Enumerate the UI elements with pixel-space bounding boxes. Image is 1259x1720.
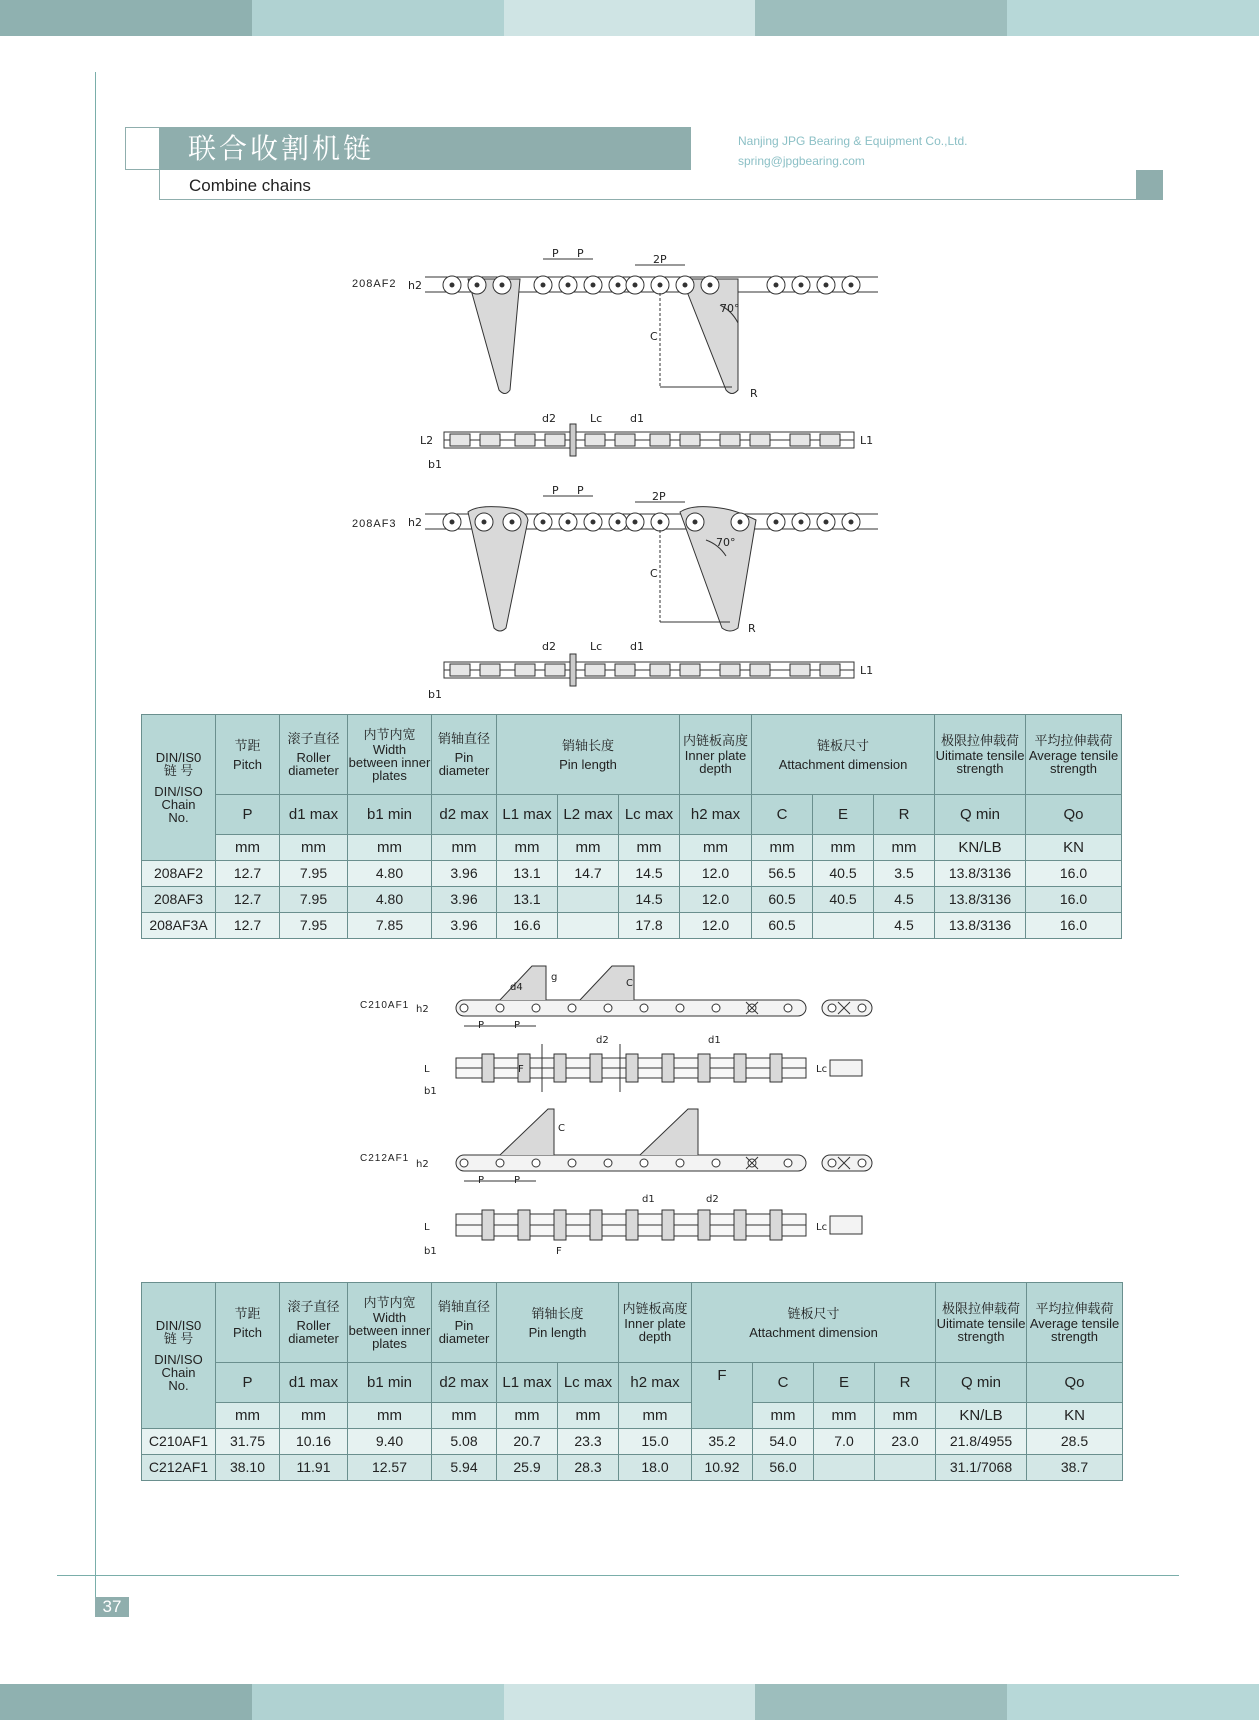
unit-cell: mm — [497, 835, 558, 861]
top-color-bar — [0, 0, 1259, 36]
col-header: 节距 Pitch — [216, 715, 280, 795]
table-row: C212AF1 38.10 11.91 12.57 5.94 25.9 28.3 18.0 10.92 56.0 31.1/7068 38.7 — [142, 1455, 1123, 1481]
dim-label: d2 — [706, 1194, 719, 1205]
subtitle-accent — [1136, 170, 1163, 200]
symbol-cell: R — [875, 1363, 936, 1403]
col-header: 链板尺寸 Attachment dimension — [752, 715, 935, 795]
dim-label: h2 — [416, 1004, 429, 1015]
dim-label: d2 — [542, 640, 556, 653]
symbol-cell: L1 max — [497, 1363, 558, 1403]
dim-label: Lc — [590, 412, 603, 425]
unit-cell: mm — [619, 835, 680, 861]
col-header: 销轴直径 Pin diameter — [432, 1283, 497, 1363]
col-header: 极限拉伸载荷 Uitimate tensile strength — [935, 715, 1026, 795]
dim-label: R — [750, 387, 758, 400]
dim-label: Lc — [590, 640, 603, 653]
dim-label: C — [650, 330, 658, 343]
symbol-cell: F — [692, 1363, 753, 1429]
unit-cell: KN — [1027, 1403, 1123, 1429]
chain-drawing-208af3-top — [420, 640, 890, 700]
chain-drawing-208af2-top — [420, 410, 890, 470]
unit-cell: mm — [558, 1403, 619, 1429]
dim-label: d1 — [630, 640, 644, 653]
unit-cell: mm — [813, 835, 874, 861]
footer-rule — [57, 1575, 1179, 1576]
dim-label: L1 — [860, 434, 874, 447]
table-row: 208AF3A 12.7 7.95 7.85 3.96 16.6 17.8 12.0 60.5 4.5 13.8/3136 16.0 — [142, 913, 1122, 939]
col-header: 链板尺寸 Attachment dimension — [692, 1283, 936, 1363]
symbol-cell: h2 max — [680, 795, 752, 835]
company-email: spring@jpgbearing.com — [738, 154, 865, 168]
col-header: 销轴长度 Pin length — [497, 1283, 619, 1363]
unit-cell: mm — [348, 835, 432, 861]
spec-table-c2xxaf1 — [141, 1282, 1123, 1481]
dim-label: P — [577, 247, 584, 260]
symbol-cell: Qo — [1027, 1363, 1123, 1403]
figure-label-208af2: 208AF2 — [352, 278, 397, 290]
dim-label: 70° — [720, 302, 740, 315]
dim-label: d2 — [596, 1035, 609, 1046]
symbol-cell: Qo — [1026, 795, 1122, 835]
unit-cell: mm — [752, 835, 813, 861]
bottom-color-bar — [0, 1684, 1259, 1720]
dim-label: 2P — [652, 490, 666, 503]
symbol-cell: L1 max — [497, 795, 558, 835]
symbol-cell: b1 min — [348, 1363, 432, 1403]
unit-cell: mm — [619, 1403, 692, 1429]
col-header: 内节内宽 Width between inner plates — [348, 1283, 432, 1363]
unit-cell: mm — [432, 835, 497, 861]
page-title-cn: 联合收割机链 — [188, 133, 375, 164]
col-header: 销轴直径 Pin diameter — [432, 715, 497, 795]
dim-label: P — [552, 484, 559, 497]
col-header: 平均拉伸载荷 Average tensile strength — [1026, 715, 1122, 795]
symbol-cell: P — [216, 1363, 280, 1403]
dim-label: C — [626, 978, 633, 989]
symbol-cell: h2 max — [619, 1363, 692, 1403]
chain-no-header: DIN/IS0 链 号 DIN/ISO Chain No. — [142, 1283, 216, 1429]
dim-label: d1 — [642, 1194, 655, 1205]
col-header: 内链板高度 Inner plate depth — [619, 1283, 692, 1363]
unit-cell: KN — [1026, 835, 1122, 861]
dim-label: h2 — [416, 1159, 429, 1170]
symbol-cell: Q min — [935, 795, 1026, 835]
page-number: 37 — [95, 1597, 129, 1617]
symbol-cell: C — [752, 795, 813, 835]
unit-cell: KN/LB — [936, 1403, 1027, 1429]
symbol-cell: d1 max — [280, 795, 348, 835]
symbol-cell: d2 max — [432, 795, 497, 835]
unit-cell: mm — [874, 835, 935, 861]
unit-cell: mm — [216, 835, 280, 861]
symbol-cell: R — [874, 795, 935, 835]
col-header: 平均拉伸载荷 Average tensile strength — [1027, 1283, 1123, 1363]
unit-cell: mm — [216, 1403, 280, 1429]
dim-label: g — [551, 972, 558, 983]
figure-label-c210af1: C210AF1 — [360, 1000, 410, 1011]
dim-label: d4 — [510, 982, 523, 993]
symbol-cell: Lc max — [619, 795, 680, 835]
unit-cell: mm — [497, 1403, 558, 1429]
unit-cell: mm — [814, 1403, 875, 1429]
chain-drawing-c210af1-top — [420, 1030, 890, 1100]
dim-label: F — [556, 1246, 562, 1257]
col-header: 节距 Pitch — [216, 1283, 280, 1363]
unit-cell: mm — [280, 1403, 348, 1429]
dim-label: F — [518, 1064, 524, 1075]
dim-label: Lc — [816, 1222, 828, 1233]
dim-label: d2 — [542, 412, 556, 425]
symbol-cell: L2 max — [558, 795, 619, 835]
dim-label: R — [748, 622, 756, 635]
unit-cell: mm — [875, 1403, 936, 1429]
symbol-cell: d2 max — [432, 1363, 497, 1403]
dim-label: b1 — [424, 1086, 437, 1097]
dim-label: L — [424, 1222, 430, 1233]
dim-label: P — [514, 1020, 521, 1031]
dim-label: L — [424, 1064, 430, 1075]
dim-label: P — [478, 1175, 485, 1186]
unit-cell: KN/LB — [935, 835, 1026, 861]
dim-label: 2P — [653, 253, 667, 266]
col-header: 内链板高度 Inner plate depth — [680, 715, 752, 795]
dim-label: P — [552, 247, 559, 260]
figure-label-c212af1: C212AF1 — [360, 1153, 410, 1164]
dim-label: h2 — [408, 279, 422, 292]
chain-no-header: DIN/IS0 链 号 DIN/ISO Chain No. — [142, 715, 216, 861]
dim-label: b1 — [428, 688, 442, 701]
page-title-en: Combine chains — [189, 176, 311, 195]
chain-drawing-c212af1-side — [416, 1105, 890, 1186]
dim-label: d1 — [708, 1035, 721, 1046]
dim-label: L1 — [860, 664, 874, 677]
dim-label: d1 — [630, 412, 644, 425]
chain-drawing-c210af1-side — [416, 960, 890, 1031]
symbol-cell: C — [753, 1363, 814, 1403]
unit-cell: mm — [558, 835, 619, 861]
company-name: Nanjing JPG Bearing & Equipment Co.,Ltd. — [738, 134, 968, 148]
symbol-cell: Q min — [936, 1363, 1027, 1403]
col-header: 内节内宽 Width between inner plates — [348, 715, 432, 795]
symbol-cell: P — [216, 795, 280, 835]
dim-label: P — [478, 1020, 485, 1031]
chain-drawing-c212af1-top — [420, 1190, 890, 1260]
symbol-cell: E — [814, 1363, 875, 1403]
dim-label: P — [577, 484, 584, 497]
unit-cell: mm — [432, 1403, 497, 1429]
dim-label: b1 — [424, 1246, 437, 1257]
col-header: 极限拉伸载荷 Uitimate tensile strength — [936, 1283, 1027, 1363]
col-header: 销轴长度 Pin length — [497, 715, 680, 795]
table-row: C210AF1 31.75 10.16 9.40 5.08 20.7 23.3 15.0 35.2 54.0 7.0 23.0 21.8/4955 28.5 — [142, 1429, 1123, 1455]
dim-label: P — [514, 1175, 521, 1186]
table-row: 208AF3 12.7 7.95 4.80 3.96 13.1 14.5 12.0 60.5 40.5 4.5 13.8/3136 16.0 — [142, 887, 1122, 913]
col-header: 滚子直径 Roller diameter — [280, 715, 348, 795]
figure-label-208af3: 208AF3 — [352, 518, 397, 530]
unit-cell: mm — [348, 1403, 432, 1429]
table-row: 208AF2 12.7 7.95 4.80 3.96 13.1 14.7 14.5 12.0 56.5 40.5 3.5 13.8/3136 16.0 — [142, 861, 1122, 887]
symbol-cell: d1 max — [280, 1363, 348, 1403]
dim-label: C — [650, 567, 658, 580]
dim-label: Lc — [816, 1064, 828, 1075]
dim-label: b1 — [428, 458, 442, 471]
symbol-cell: E — [813, 795, 874, 835]
unit-cell: mm — [680, 835, 752, 861]
dim-label: L2 — [420, 434, 434, 447]
dim-label: h2 — [408, 516, 422, 529]
symbol-cell: b1 min — [348, 795, 432, 835]
symbol-cell: Lc max — [558, 1363, 619, 1403]
unit-cell: mm — [753, 1403, 814, 1429]
dim-label: C — [558, 1123, 565, 1134]
chain-drawing-208af2-side — [408, 245, 890, 405]
chain-drawing-208af3-side — [408, 482, 890, 642]
dim-label: 70° — [716, 536, 736, 549]
company-info — [738, 131, 967, 171]
margin-rule — [95, 72, 96, 1597]
unit-cell: mm — [280, 835, 348, 861]
col-header: 滚子直径 Roller diameter — [280, 1283, 348, 1363]
spec-table-208af — [141, 714, 1122, 939]
